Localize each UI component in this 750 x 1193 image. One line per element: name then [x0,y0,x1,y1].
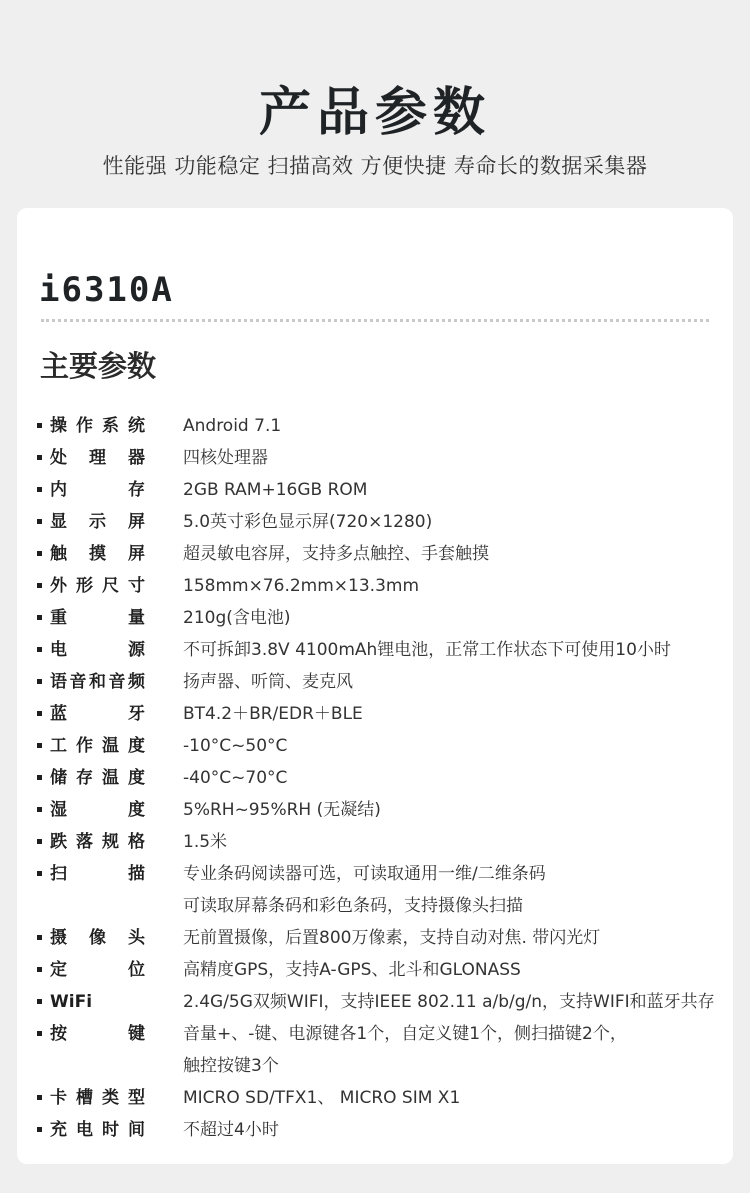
spec-label: 外形尺寸 [50,576,145,596]
spec-row [17,795,733,825]
spec-value: 210g(含电池) [183,608,291,628]
spec-row [17,1019,733,1076]
model-name: i6310A [39,270,174,310]
spec-label: 扫描 [50,864,145,884]
spec-row [17,763,733,793]
spec-label: 湿度 [50,800,145,820]
spec-label: 处理器 [50,448,145,468]
spec-label: 跌落规格 [50,832,145,852]
bullet-icon [37,615,42,620]
spec-row [17,955,733,985]
spec-card [17,208,733,1164]
spec-value-continued: 可读取屏幕条码和彩色条码，支持摄像头扫描 [183,896,523,916]
spec-row [17,507,733,537]
spec-row [17,603,733,633]
spec-value: MICRO SD/TFX1、 MICRO SIM X1 [183,1088,461,1108]
spec-label: 工作温度 [50,736,145,756]
bullet-icon [37,1127,42,1132]
spec-label: 触摸屏 [50,544,145,564]
spec-label: 按键 [50,1024,145,1044]
spec-value: 不超过4小时 [183,1120,279,1140]
bullet-icon [37,967,42,972]
spec-label: 储存温度 [50,768,145,788]
spec-row [17,987,733,1017]
spec-label: 摄像头 [50,928,145,948]
spec-value: 专业条码阅读器可选，可读取通用一维/二维条码 [183,864,546,884]
bullet-icon [37,487,42,492]
spec-value: -40°C~70°C [183,768,288,788]
spec-value: 高精度GPS，支持A-GPS、北斗和GLONASS [183,960,521,980]
spec-row [17,731,733,761]
page-title: 产品参数 [258,83,491,143]
spec-label: 定位 [50,960,145,980]
bullet-icon [37,519,42,524]
spec-label: 重量 [50,608,145,628]
section-title: 主要参数 [40,349,157,383]
bullet-icon [37,647,42,652]
spec-row [17,667,733,697]
bullet-icon [37,711,42,716]
spec-value: 5%RH~95%RH (无凝结) [183,800,381,820]
spec-label: 显示屏 [50,512,145,532]
spec-label: WiFi [50,992,93,1012]
spec-value: 超灵敏电容屏，支持多点触控、手套触摸 [183,544,489,564]
spec-value: 158mm×76.2mm×13.3mm [183,576,419,596]
spec-label: 蓝牙 [50,704,145,724]
spec-label: 语音和音频 [50,672,145,692]
bullet-icon [37,455,42,460]
page-subtitle: 性能强 功能稳定 扫描高效 方便快捷 寿命长的数据采集器 [102,154,648,178]
spec-value: 四核处理器 [183,448,268,468]
bullet-icon [37,423,42,428]
spec-value: -10°C~50°C [183,736,288,756]
spec-value: 5.0英寸彩色显示屏(720×1280) [183,512,433,532]
bullet-icon [37,1095,42,1100]
spec-row [17,443,733,473]
spec-value: 2GB RAM+16GB ROM [183,480,368,500]
spec-row [17,539,733,569]
spec-value: 2.4G/5G双频WIFI，支持IEEE 802.11 a/b/g/n，支持WIFI和蓝牙共存 [183,992,715,1012]
spec-value: 不可拆卸3.8V 4100mAh锂电池，正常工作状态下可使用10小时 [183,640,671,660]
spec-label: 操作系统 [50,416,145,436]
spec-row [17,1115,733,1145]
spec-row [17,827,733,857]
bullet-icon [37,807,42,812]
spec-row [17,475,733,505]
spec-row [17,571,733,601]
spec-row [17,699,733,729]
spec-value: BT4.2＋BR/EDR＋BLE [183,704,363,724]
spec-value: 1.5米 [183,832,228,852]
spec-label: 卡槽类型 [50,1088,145,1108]
spec-value: Android 7.1 [183,416,282,436]
bullet-icon [37,775,42,780]
bullet-icon [37,551,42,556]
bullet-icon [37,935,42,940]
spec-value: 音量+、-键、电源键各1个，自定义键1个，侧扫描键2个， [183,1024,627,1044]
spec-row [17,635,733,665]
spec-label: 充电时间 [50,1120,145,1140]
spec-row [17,923,733,953]
bullet-icon [37,999,42,1004]
bullet-icon [37,679,42,684]
bullet-icon [37,839,42,844]
spec-row [17,859,733,916]
spec-row [17,411,733,441]
spec-value: 扬声器、听筒、麦克风 [183,672,353,692]
bullet-icon [37,583,42,588]
bullet-icon [37,1031,42,1036]
spec-value-continued: 触控按键3个 [183,1056,279,1076]
spec-row [17,1083,733,1113]
bullet-icon [37,743,42,748]
spec-label: 内存 [50,480,145,500]
bullet-icon [37,871,42,876]
spec-label: 电源 [50,640,145,660]
spec-list [17,208,733,1164]
spec-value: 无前置摄像，后置800万像素，支持自动对焦. 带闪光灯 [183,928,601,948]
